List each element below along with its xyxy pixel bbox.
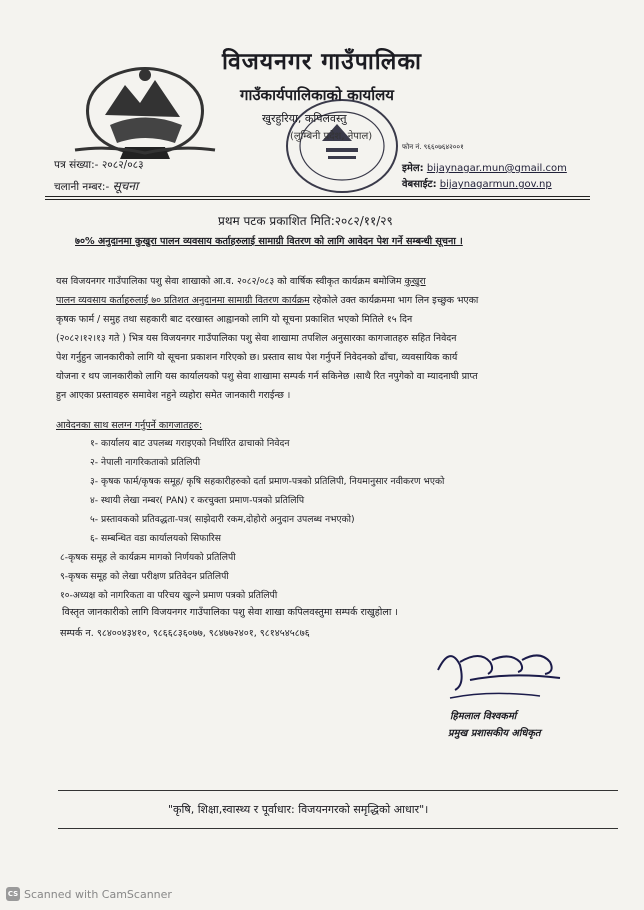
document-item: ८-कृषक समूह ले कार्यक्रम मागको निर्णयको प्रतिलिपी <box>60 552 236 563</box>
camscanner-text: Scanned with CamScanner <box>24 887 172 901</box>
notice-subject: ७०% अनुदानमा कुखुरा पालन व्यवसाय कर्ताहरुलाई सामाग्री वितरण को लागि आवेदन पेश गर्ने सम्बन्धी सूचना । <box>75 236 463 247</box>
letter-number-line <box>54 158 144 172</box>
footer-slogan: "कृषि, शिक्षा,स्वास्थ्य र पूर्वाधार: विजयनगरको समृद्धिको आधार"। <box>168 803 429 816</box>
document-item: ४- स्थायी लेखा नम्बर( PAN) र करचुक्ता प्रमाण-पत्रको प्रतिलिपि <box>90 495 305 506</box>
more-info-line: विस्तृत जानकारीको लागि विजयनगर गाउँपालिका पशु सेवा शाखा कपिलवस्तुमा सम्पर्क राखुहोला । <box>62 607 399 618</box>
body-line-3: कृषक फार्म / समुह तथा सहकारी बाट दरखास्त आह्वानको लागि यो सूचना प्रकाशित भएको मितिले १५ दिन <box>56 314 413 325</box>
footer-divider-bottom <box>58 828 618 829</box>
signer-name: हिमलाल विश्वकर्मा <box>450 711 517 722</box>
office-province: (लुम्बिनी प्रदेश, नेपाल) <box>290 131 373 142</box>
signature-scribble <box>430 640 580 708</box>
document-item: १- कार्यालय बाट उपलब्ध गराइएको निर्धारित ढाचाको निवेदन <box>90 438 290 449</box>
nepal-emblem-logo <box>70 55 220 170</box>
document-item: ५- प्रस्तावकको प्रतिवद्धता-पत्र( साझेदारी रकम,दोहोरो अनुदान उपलब्ध नभएको) <box>90 514 355 525</box>
footer-divider <box>58 790 618 791</box>
email-label: इमेल: <box>402 163 424 174</box>
email-link[interactable]: bijaynagar.mun@gmail.com <box>426 163 567 174</box>
camscanner-icon: CS <box>6 887 20 901</box>
publication-date-line <box>218 212 393 229</box>
body-text: यस विजयनगर गाउँपालिका पशु सेवा शाखाको आ.व. २०८२/०८३ को वार्षिक स्वीकृत कार्यक्रम बमोजिम <box>56 276 402 287</box>
dispatch-number-label: चलानी नम्बर:- <box>54 181 110 193</box>
letter-number-label: पत्र संख्या:- <box>54 159 99 171</box>
municipality-title: विजयनगर गाउँपालिका <box>222 49 422 75</box>
body-line-2 <box>56 293 478 306</box>
header-divider <box>45 196 590 197</box>
document-item: १०-अध्यक्ष को नागरिकता वा परिचय खुल्ने प्रमाण पत्रको प्रतिलिपी <box>60 590 278 601</box>
body-line-6: योजना र थप जानकारीको लागि यस कार्यालयको पशु सेवा शाखामा सम्पर्क गर्न सकिनेछ ।साथै रित नपुगेको वा म्यादनाघी प्राप्त <box>56 371 478 382</box>
contact-numbers: सम्पर्क न. ९८४००४३४१०, ९८६६८३६०७७, ९८४७७२४०१, ९८१४५४५८७६ <box>60 628 310 639</box>
body-highlight: कुखुरा <box>404 276 426 287</box>
body-line-4: (२०८२।१२।१३ गते ) भित्र यस विजयनगर गाउँपालिका पशु सेवा शाखामा तपशिल अनुसारका कागजातहरु सहित निवेदन <box>56 333 457 344</box>
document-item: ३- कृषक फार्म/कृषक समूह/ कृषि सहकारीहरुको दर्ता प्रमाण-पत्रको प्रतिलिपी, नियमानुसार नवीकरण भएको <box>90 476 445 487</box>
body-line-5: पेश गर्नुहुन जानकारीको लागि यो सूचना प्रकाशन गरिएको छ। प्रस्ताव साथ पेश गर्नुपर्ने निवेदनको ढाँचा, व्यवसायिक कार्य <box>56 352 458 363</box>
dispatch-number: सूचना <box>112 179 139 193</box>
header-divider-thin <box>45 199 590 200</box>
body-highlight: पालन व्यवसाय कर्ताहरुलाई ७० प्रतिशत अनुदानमा सामाग्री वितरण कार्यक्रम <box>56 295 310 306</box>
publication-date: २०८२/११/२९ <box>334 214 393 228</box>
document-item: २- नेपाली नागरिकताको प्रतिलिपी <box>90 457 201 468</box>
document-item: ६- सम्बन्धित वडा कार्यालयको सिफारिस <box>90 533 221 544</box>
body-text: रहेकोले उक्त कार्यक्रममा भाग लिन इच्छुक भएका <box>312 295 479 306</box>
signer-title: प्रमुख प्रशासकीय अधिकृत <box>448 728 541 739</box>
phone-label: फोन नं. <box>402 143 422 151</box>
dispatch-number-line <box>54 177 138 194</box>
camscanner-watermark <box>6 887 172 901</box>
documents-heading: आवेदनका साथ सलग्न गर्नुपर्ने कागजातहरु: <box>56 420 203 431</box>
website-label: वेबसाईट: <box>402 179 437 190</box>
publication-label: प्रथम पटक प्रकाशित मिति: <box>218 214 335 228</box>
phone-number: ९६६०७६४२००१ <box>423 143 464 151</box>
website-link[interactable]: bijaynagarmun.gov.np <box>439 179 552 190</box>
office-address: खुरहुरिया, कपिलवस्तु <box>262 112 347 125</box>
document-item: ९-कृषक समूह को लेखा परीक्षण प्रतिवेदन प्रतिलिपी <box>60 571 229 582</box>
letter-number: २०८२/०८३ <box>101 159 144 171</box>
phone-line <box>402 143 464 152</box>
body-line-7: हुन आएका प्रस्तावहरु समावेश नहुने व्यहोरा समेत जानकारी गराईन्छ । <box>56 390 291 401</box>
email-line <box>402 160 567 174</box>
body-line-1 <box>56 274 426 287</box>
website-line <box>402 176 552 190</box>
office-name: गाउँकार्यपालिकाको कार्यालय <box>240 86 395 104</box>
